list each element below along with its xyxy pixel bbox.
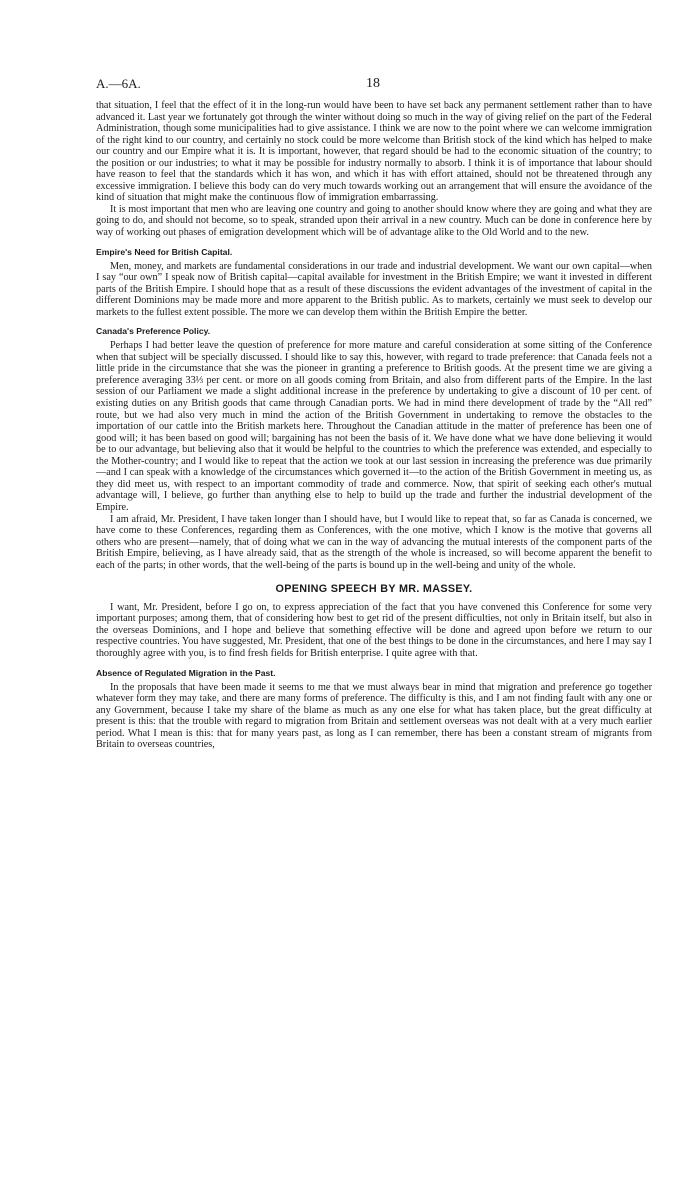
- side-heading-preference-policy: Canada's Preference Policy.: [96, 326, 211, 337]
- side-heading-regulated-migration: Absence of Regulated Migration in the Past.: [96, 667, 276, 678]
- document-id: A.—6A.: [96, 76, 141, 91]
- paragraph-emigration-phases: It is most important that men who are leaving one country and going to another should know where they are going and what they are going to do, and should not become, so to speak, stranded upon their arrival in a new country. Much can be done in conference here by way of working out phases of emigration development which will be of advantage alike to the Old World and to the new.: [96, 203, 652, 239]
- side-heading-british-capital: Empire's Need for British Capital.: [96, 246, 233, 257]
- paragraph-conference-motive: I am afraid, Mr. President, I have taken longer than I should have, but I would like to repeat that, so far as Canada is concerned, we have come to these Conferences, regarding them as Conferences, with the one motive, which I know is the motive that governs all others who are present—namely, that of doing what we can in the way of advancing the mutual interests of the component parts of the British Empire, believing, as I have already said, that as the strength of the whole is increased, so will become apparent the benefit to each of the parts; in other words, that the well-being of the parts is bound up in the well-being and unity of the whole.: [96, 513, 652, 571]
- paragraph-men-money-markets: Men, money, and markets are fundamental considerations in our trade and industrial development. We want our own capital—when I say “our own” I speak now of British capital—capital available for investment in the British Empire; we want it invested in different parts of the British Empire. I should hope that as a result of these discussions the evident advantages of the investment of capital in the different Dominions may be made more and more apparent to the British public. As to markets, certainly we must seek to develop our markets to the fullest extent possible. The more we can develop them within the British Empire the better.: [96, 260, 652, 318]
- paragraph-immigration-situation: that situation, I feel that the effect of it in the long-run would have been to have set back any permanent settlement rather than to have advanced it. Last year we fortunately got through the winter without doing so much in the way of giving relief on the part of the Federal Administration, though some municipalities had to give assistance. I think we are now to the point where we can welcome immigration of the right kind to our country, and certainly no stock could be more welcome than British stock of the kind which has helped to make our country and our Empire what it is. It is important, however, that regard should be had to the economic situation of the country; to the position or our industries; to what it may be possible for industry normally to absorb. I think it is of importance that labour should have reason to feel that the standards which it has won, and which it has with effort attained, should not be threatened through any excessive immigration. I believe this body can do very much towards working out an arrangement that will ensure the avoidance of the kind of situation that might make the continuous flow of immigration embarrassing.: [96, 100, 652, 204]
- paragraph-trade-preference: Perhaps I had better leave the question of preference for more mature and careful consideration at some sitting of the Conference when that subject will be specially discussed. I should like to say this, however, with regard to trade preference: that Canada feels not a little pride in the circumstance that she was the pioneer in granting a preference to British goods. At the present time we are giving a preference averaging 33⅓ per cent. or more on all goods coming from Britain, and also from different parts of the Empire. In the last session of our Parliament we made a slight additional increase in the preference by undertaking to give a discount of 10 per cent. of existing duties on any British goods that came through Canadian ports. We had in mind there development of trade by the “All red” route, but we had also very much in mind the action of the British Government in undertaking to remove the obstacles to the importation of our cattle into the British markets here. Throughout the Canadian attitude in the matter of preference has been one of good will; it has been based on good will; bargaining has not been the basis of it. We have done what we have done believing it would be to our advantage, but believing also that it would be helpful to the countries to which the preference was extended, and especially to the Mother-country; and I would like to repeat that the action we took at our last session in increasing the preference was due primarily—and I can speak with a knowledge of the circumstances which governed it—to the action of the British Government in meeting us, as they did meet us, with respect to an important commodity of trade and commerce. Now, that spirit of seeking each other's mutual advantage will, I believe, go further than anything else to help to build up the trade and further the industrial development of the Empire.: [96, 340, 652, 513]
- page-number: 18: [366, 76, 380, 91]
- section-heading-massey-speech: OPENING SPEECH BY MR. MASSEY.: [275, 583, 473, 596]
- paragraph-migration-preference: In the proposals that have been made it seems to me that we must always bear in mind that migration and preference go together whatever form they may take, and there are many forms of preference. The difficulty is this, and I am not finding fault with any one or any Government, because I take my share of the blame as much as any one else for what has taken place, but the great difficulty at present is this: that the trouble with regard to migration from Britain and settlement overseas was not dealt with at a very much earlier period. What I mean is this: that for many years past, as long as I can remember, there has been a constant stream of migrants from Britain to overseas countries,: [96, 681, 652, 751]
- paragraph-massey-opening: I want, Mr. President, before I go on, to express appreciation of the fact that you have convened this Conference for some very important purposes; among them, that of considering how best to get rid of the present difficulties, not only in Britain itself, but also in the overseas Dominions, and I hope and believe that something effective will be done and agreed upon before we return to our respective countries. You have suggested, Mr. President, that one of the best things to be done in the circumstances, and here I may say I thoroughly agree with you, is to find fresh fields for British enterprise. I quite agree with that.: [96, 601, 652, 659]
- page-header: [96, 78, 652, 100]
- document-page: [96, 78, 652, 751]
